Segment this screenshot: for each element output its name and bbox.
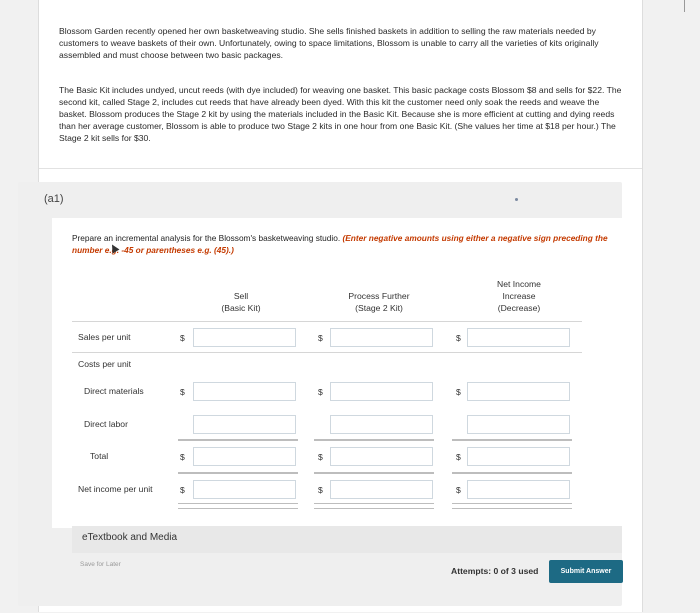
part-label: (a1)	[44, 193, 64, 205]
sum-underline	[314, 439, 434, 441]
currency-sign: $	[456, 387, 461, 397]
currency-sign: $	[456, 333, 461, 343]
problem-paragraph-1: Blossom Garden recently opened her own basketweaving studio. She sells finished baskets in addition to selling the raw materials needed by customers to weave baskets of their own. Unfortunately, owing to space limitations, Blossom is unable to carry all the varieties of kits originally assembled and must choose between two basic packages.	[59, 26, 599, 60]
status-dot	[515, 198, 518, 201]
sum-underline	[452, 472, 572, 474]
row-label-net-income: Net income per unit	[78, 484, 153, 494]
currency-sign: $	[456, 452, 461, 462]
net-income-net-input[interactable]	[467, 480, 570, 499]
sum-underline	[178, 439, 298, 441]
column-header-sell	[196, 290, 286, 314]
sum-underline	[452, 439, 572, 441]
currency-sign: $	[180, 333, 185, 343]
column-header-process-line1: Process Further	[348, 291, 410, 301]
column-header-sell-line2: (Basic Kit)	[221, 303, 261, 313]
row-label-sales: Sales per unit	[78, 332, 131, 342]
header-divider	[72, 321, 582, 322]
currency-sign: $	[180, 387, 185, 397]
save-for-later-button[interactable]: Save for Later	[80, 561, 121, 568]
currency-sign: $	[318, 485, 323, 495]
currency-sign: $	[318, 452, 323, 462]
etextbook-media-link[interactable]: eTextbook and Media	[82, 532, 178, 543]
total-double-underline	[452, 503, 572, 509]
sum-underline	[314, 472, 434, 474]
currency-sign: $	[180, 452, 185, 462]
problem-statement	[39, 0, 642, 169]
column-header-net	[474, 278, 564, 314]
total-double-underline	[178, 503, 298, 509]
instructions	[72, 232, 617, 256]
sales-process-input[interactable]	[330, 328, 433, 347]
direct-labor-sell-input[interactable]	[193, 415, 296, 434]
direct-materials-sell-input[interactable]	[193, 382, 296, 401]
currency-sign: $	[318, 333, 323, 343]
scroll-indicator	[684, 0, 685, 12]
row-label-direct-materials: Direct materials	[84, 386, 144, 396]
direct-materials-process-input[interactable]	[330, 382, 433, 401]
column-header-net-line2: Increase	[502, 291, 536, 301]
instruction-emphasis: (Enter negative amounts using either a negative sign preceding the number e.g. -45 or parentheses e.g. (45).)	[72, 233, 608, 255]
total-double-underline	[314, 503, 434, 509]
instruction-text: Prepare an incremental analysis for the Blossom's basketweaving studio.	[72, 233, 341, 243]
sales-sell-input[interactable]	[193, 328, 296, 347]
column-header-process-line2: (Stage 2 Kit)	[355, 303, 403, 313]
currency-sign: $	[180, 485, 185, 495]
direct-labor-net-input[interactable]	[467, 415, 570, 434]
problem-paragraph-2: The Basic Kit includes undyed, uncut reeds (with dye included) for weaving one basket. This basic package costs Blossom $8 and sells for $22. The second kit, called Stage 2, includes cut reeds that have already been dyed. With this kit the customer need only soak the reeds and weave the basket. Blossom produces the Stage 2 kit by using the materials included in the Basic Kit. Because she is more efficient at cutting and dying reeds than her average customer, Blossom is able to produce two Stage 2 kits in one hour from one Basic Kit. (She values her time at $18 per hour.) The Stage 2 kit sells for $30.	[59, 85, 622, 143]
sum-underline	[178, 472, 298, 474]
direct-materials-net-input[interactable]	[467, 382, 570, 401]
column-header-net-line3: (Decrease)	[497, 303, 541, 313]
currency-sign: $	[456, 485, 461, 495]
column-header-sell-line1: Sell	[233, 291, 249, 301]
column-header-net-line1: Net Income	[497, 279, 541, 289]
net-income-process-input[interactable]	[330, 480, 433, 499]
row-divider	[72, 352, 582, 353]
total-net-input[interactable]	[467, 447, 570, 466]
row-label-direct-labor: Direct labor	[84, 419, 128, 429]
currency-sign: $	[318, 387, 323, 397]
row-label-costs: Costs per unit	[78, 359, 132, 369]
attempts-counter: Attempts: 0 of 3 used	[451, 566, 539, 576]
total-sell-input[interactable]	[193, 447, 296, 466]
sales-net-input[interactable]	[467, 328, 570, 347]
net-income-sell-input[interactable]	[193, 480, 296, 499]
total-process-input[interactable]	[330, 447, 433, 466]
column-header-process	[334, 290, 424, 314]
submit-answer-button[interactable]: Submit Answer	[549, 560, 623, 583]
direct-labor-process-input[interactable]	[330, 415, 433, 434]
row-label-total: Total	[90, 451, 109, 461]
